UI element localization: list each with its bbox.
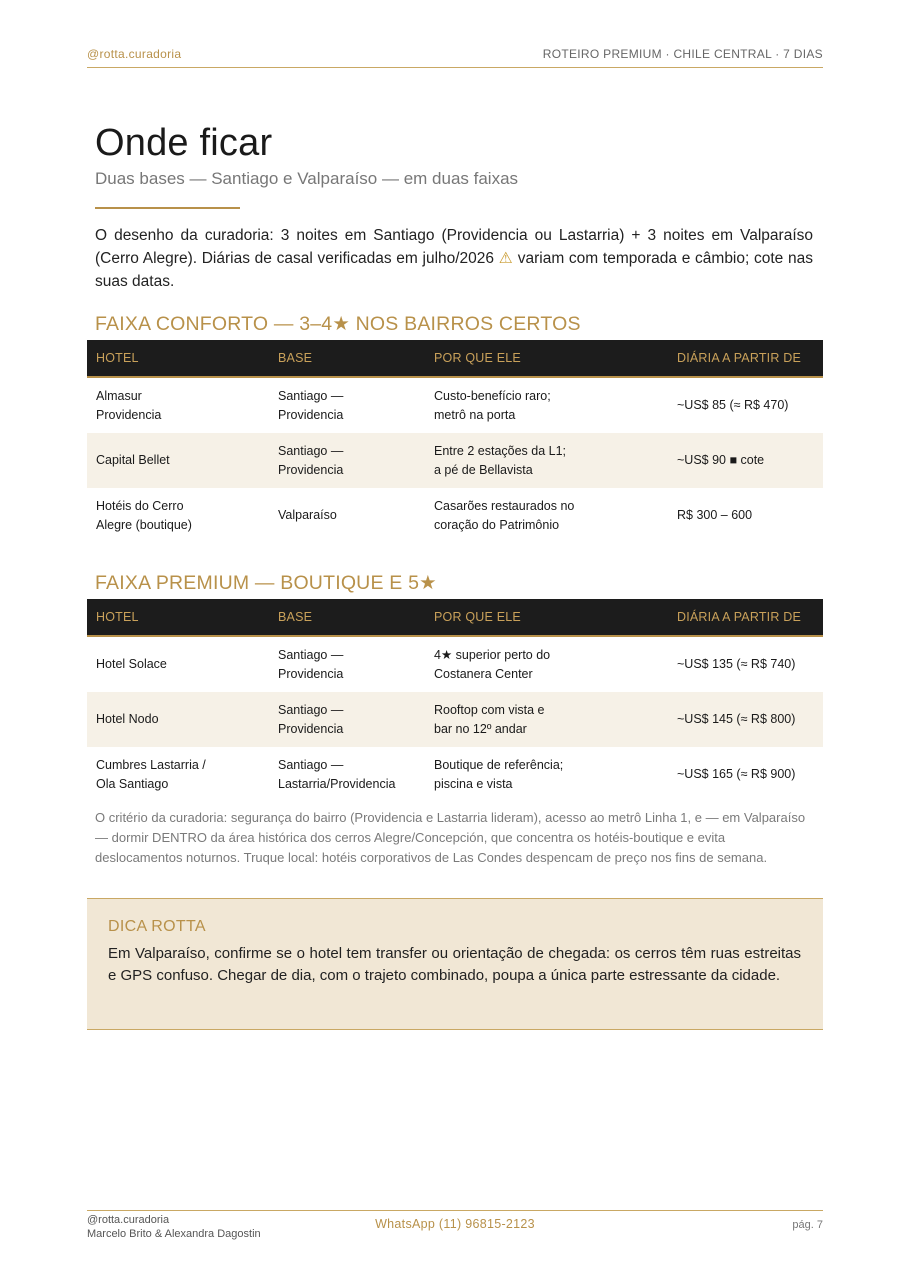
- header-doc-title: ROTEIRO PREMIUM · CHILE CENTRAL · 7 DIAS: [542, 47, 823, 61]
- tip-box: [87, 898, 823, 1030]
- column-header-hotel: HOTEL: [87, 599, 269, 636]
- hotel-cell: Hotel Nodo: [87, 692, 269, 747]
- footer-brand: @rotta.curadoria: [87, 1214, 170, 1226]
- price-cell: ~US$ 90 ■ cote: [668, 433, 823, 488]
- column-header-price: DIÁRIA A PARTIR DE: [668, 599, 823, 636]
- page-subtitle: Duas bases — Santiago e Valparaíso — em duas faixas: [95, 169, 519, 188]
- page-header: [87, 44, 823, 68]
- table-row: [87, 747, 823, 802]
- price-cell: ~US$ 145 (≈ R$ 800): [668, 692, 823, 747]
- base-cell: Santiago — Lastarria/Providencia: [278, 757, 396, 791]
- price-cell: ~US$ 85 (≈ R$ 470): [677, 398, 789, 412]
- warning-icon: ⚠: [498, 250, 514, 267]
- page-title: Onde ficar: [95, 122, 273, 164]
- page-number: pág. 7: [792, 1219, 823, 1231]
- why-cell: Rooftop com vista e bar no 12º andar: [425, 692, 668, 747]
- intro-text-end: variam com temporada e câmbio; cote nas suas datas.: [95, 250, 813, 290]
- hotel-cell: Capital Bellet: [87, 433, 269, 488]
- table-header-row: [87, 340, 823, 377]
- intro-text: O desenho da curadoria: 3 noites em Santiago (Providencia ou Lastarria) + 3 noites em Valparaíso (Cerro Alegre). Diárias de casal verificadas em julho/2026: [95, 227, 813, 267]
- base-cell: Santiago — Providencia: [278, 647, 344, 681]
- why-cell: Boutique de referência; piscina e vista: [434, 757, 564, 791]
- why-cell: Entre 2 estações da L1; a pé de Bellavista: [425, 433, 668, 488]
- hotel-cell: Cumbres Lastarria / Ola Santiago: [96, 757, 206, 791]
- base-cell: Santiago — Providencia: [278, 388, 344, 422]
- base-cell: Santiago — Providencia: [269, 433, 425, 488]
- base-cell: Santiago — Providencia: [269, 692, 425, 747]
- hotel-cell: Hotéis do Cerro Alegre (boutique): [96, 498, 192, 532]
- hotel-cell: Almasur Providencia: [96, 388, 162, 422]
- table-row: [87, 488, 823, 543]
- column-header-why: POR QUE ELE: [425, 599, 668, 636]
- premium-hotel-table: [87, 599, 823, 802]
- base-cell: Valparaíso: [278, 508, 337, 522]
- table-row: [87, 692, 823, 747]
- page-footer: [87, 1210, 823, 1251]
- footer-authors: Marcelo Brito & Alexandra Dagostin: [87, 1228, 261, 1240]
- header-brand: @rotta.curadoria: [87, 47, 182, 61]
- tip-title: DICA ROTTA: [108, 918, 206, 935]
- table-row: [87, 377, 823, 433]
- footer-contact: WhatsApp (11) 96815-2123: [375, 1217, 535, 1231]
- why-cell: Casarões restaurados no coração do Patrimônio: [434, 498, 575, 532]
- price-cell: ~US$ 135 (≈ R$ 740): [677, 657, 796, 671]
- column-header-base: BASE: [269, 340, 425, 377]
- section-title-comfort: FAIXA CONFORTO — 3–4★ NOS BAIRROS CERTOS: [95, 313, 581, 335]
- tip-body: Em Valparaíso, confirme se o hotel tem transfer ou orientação de chegada: os cerros têm ruas estreitas e GPS confuso. Chegar de dia, com o trajeto combinado, poupa a única parte estressante da cidade.: [108, 945, 801, 984]
- column-header-base: BASE: [269, 599, 425, 636]
- table-header-row: [87, 599, 823, 636]
- price-cell: ~US$ 165 (≈ R$ 900): [677, 767, 796, 781]
- intro-paragraph: [95, 224, 813, 293]
- criteria-note: O critério da curadoria: segurança do bairro (Providencia e Lastarria lideram), acesso ao metrô Linha 1, e — em Valparaíso — dormir DENTRO da área histórica dos cerros Alegre/Concepción, que concentra os hotéis-boutique e evita deslocamentos noturnos. Truque local: hotéis corporativos de Las Condes despencam de preço nos fins de semana.: [95, 810, 806, 865]
- table-row: [87, 433, 823, 488]
- column-header-why: POR QUE ELE: [425, 340, 668, 377]
- price-cell: R$ 300 – 600: [677, 508, 753, 522]
- comfort-hotel-table: [87, 340, 823, 543]
- table-row: [87, 636, 823, 692]
- section-title-premium: FAIXA PREMIUM — BOUTIQUE E 5★: [95, 572, 437, 594]
- why-cell: Custo-benefício raro; metrô na porta: [434, 388, 551, 422]
- column-header-hotel: HOTEL: [87, 340, 269, 377]
- title-divider: [95, 207, 240, 209]
- why-cell: 4★ superior perto do Costanera Center: [434, 647, 551, 681]
- column-header-price: DIÁRIA A PARTIR DE: [668, 340, 823, 377]
- hotel-cell: Hotel Solace: [96, 657, 167, 671]
